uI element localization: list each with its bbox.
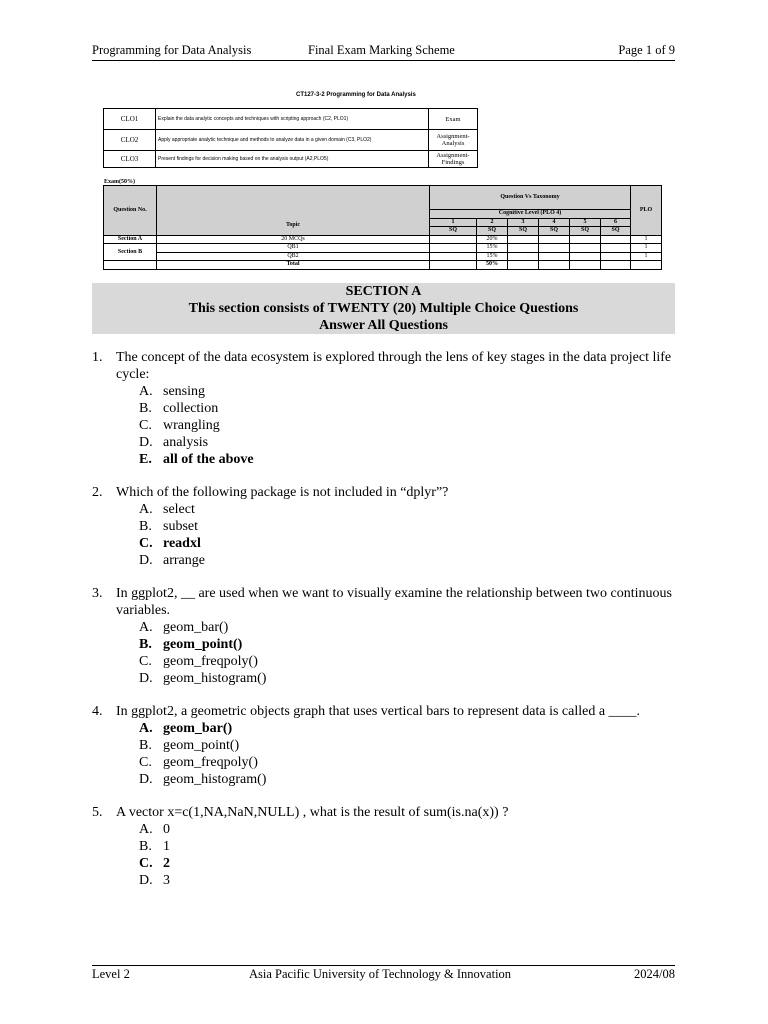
answer-option <box>139 670 675 687</box>
section-b-label: Section B <box>104 244 157 261</box>
level-4: 4 <box>539 218 570 227</box>
correct-option <box>139 636 675 653</box>
topic-header: Topic <box>157 186 430 236</box>
clo-code: CLO3 <box>104 151 156 168</box>
question-no-header: Question No. <box>104 186 157 236</box>
exam-weight-label: Exam(50%) <box>104 179 135 185</box>
section-heading-box <box>92 283 675 334</box>
qb2-percent: 15% <box>477 252 508 261</box>
total-label: Total <box>157 261 430 270</box>
option-letter: D. <box>139 553 153 568</box>
answer-option <box>139 771 675 788</box>
total-percent: 50% <box>477 261 508 270</box>
answer-option <box>139 653 675 670</box>
table-row <box>104 261 662 270</box>
level-6: 6 <box>601 218 631 227</box>
qb2-topic: QB2 <box>157 252 430 261</box>
option-text: geom_bar() <box>163 620 229 635</box>
question-text: Which of the following package is not included in “dplyr”? <box>116 485 449 500</box>
sq-1: SQ <box>430 227 477 236</box>
level-5: 5 <box>570 218 601 227</box>
correct-option <box>139 720 675 737</box>
mcq-plo: 1 <box>631 235 662 244</box>
clo-assessment: Assignment-Analysis <box>429 130 478 151</box>
option-list <box>139 383 675 468</box>
option-letter: A. <box>139 620 153 635</box>
option-letter: C. <box>139 536 153 551</box>
clo-assessment: Exam <box>429 109 478 130</box>
footer-date: 2024/08 <box>634 967 675 981</box>
option-letter: C. <box>139 418 152 433</box>
option-list <box>139 619 675 687</box>
option-text: wrangling <box>163 418 220 433</box>
option-text: all of the above <box>163 452 254 467</box>
qvt-header: Question Vs Taxonomy <box>430 186 631 210</box>
question-text: In ggplot2, a geometric objects graph that uses vertical bars to represent data is called a ____. <box>116 704 641 719</box>
answer-option <box>139 552 675 569</box>
taxonomy-table <box>103 185 662 270</box>
cognitive-level-header: Cognitive Level (PLO 4) <box>430 210 631 219</box>
level-1: 1 <box>430 218 477 227</box>
answer-option <box>139 518 675 535</box>
option-text: 3 <box>163 873 170 888</box>
option-list <box>139 501 675 569</box>
section-a-label: Section A <box>104 235 157 244</box>
option-text: 2 <box>163 856 170 871</box>
qb1-percent: 15% <box>477 244 508 253</box>
clo-description: Present findings for decision making based on the analysis output (A2,PLO5) <box>156 151 429 168</box>
clo-row <box>104 130 478 151</box>
qb1-topic: QB1 <box>157 244 430 253</box>
header-course: Programming for Data Analysis <box>92 43 252 57</box>
sq-5: SQ <box>570 227 601 236</box>
option-letter: D. <box>139 435 153 450</box>
footer-level: Level 2 <box>92 967 130 981</box>
option-text: select <box>163 502 195 517</box>
option-letter: D. <box>139 671 153 686</box>
option-list <box>139 720 675 788</box>
option-text: collection <box>163 401 219 416</box>
question-number: 2. <box>92 485 103 500</box>
option-text: geom_freqpoly() <box>163 755 258 770</box>
section-description: This section consists of TWENTY (20) Multiple Choice Questions <box>188 301 579 316</box>
option-text: analysis <box>163 435 209 450</box>
footer-university: Asia Pacific University of Technology & Innovation <box>249 967 512 981</box>
answer-option <box>139 501 675 518</box>
question-item <box>92 585 675 687</box>
question-text: In ggplot2, __ are used when we want to visually examine the relationship between two continuous variables. <box>116 586 672 618</box>
option-letter: A. <box>139 721 153 736</box>
sq-6: SQ <box>601 227 631 236</box>
answer-option <box>139 417 675 434</box>
clo-table-title: CT127-3-2 Programming for Data Analysis <box>296 92 416 98</box>
answer-option <box>139 619 675 636</box>
table-row <box>104 235 662 244</box>
mcq-percent: 20% <box>477 235 508 244</box>
option-text: arrange <box>163 553 205 568</box>
header-page-number: Page 1 of 9 <box>618 43 675 57</box>
question-item <box>92 349 675 468</box>
header-doc-title: Final Exam Marking Scheme <box>308 43 455 57</box>
option-text: geom_histogram() <box>163 671 267 686</box>
question-number: 5. <box>92 805 103 820</box>
answer-option <box>139 872 675 889</box>
option-letter: A. <box>139 822 153 837</box>
correct-option <box>139 451 675 468</box>
sq-2: SQ <box>477 227 508 236</box>
option-text: geom_point() <box>163 637 243 652</box>
answer-option <box>139 821 675 838</box>
answer-option <box>139 400 675 417</box>
question-number: 4. <box>92 704 103 719</box>
answer-option <box>139 737 675 754</box>
option-text: readxl <box>163 536 201 551</box>
question-item <box>92 703 675 788</box>
option-letter: B. <box>139 839 152 854</box>
mcq-topic: 20 MCQs <box>157 235 430 244</box>
option-text: 1 <box>163 839 170 854</box>
option-letter: D. <box>139 772 153 787</box>
page-footer <box>92 965 675 981</box>
option-text: subset <box>163 519 198 534</box>
answer-option <box>139 434 675 451</box>
plo-header: PLO <box>631 186 662 236</box>
qb2-plo: 1 <box>631 252 662 261</box>
question-item <box>92 484 675 569</box>
page-header <box>92 43 675 61</box>
clo-row <box>104 109 478 130</box>
clo-code: CLO2 <box>104 130 156 151</box>
option-text: 0 <box>163 822 170 837</box>
option-text: sensing <box>163 384 205 399</box>
option-letter: E. <box>139 452 152 467</box>
option-letter: A. <box>139 384 153 399</box>
sq-3: SQ <box>508 227 539 236</box>
level-2: 2 <box>477 218 508 227</box>
option-letter: D. <box>139 873 153 888</box>
option-letter: B. <box>139 519 152 534</box>
correct-option <box>139 855 675 872</box>
option-text: geom_freqpoly() <box>163 654 258 669</box>
clo-table <box>103 108 478 168</box>
answer-option <box>139 754 675 771</box>
clo-description: Explain the data analytic concepts and techniques with scripting approach (C2, PLO1) <box>156 109 429 130</box>
section-title: SECTION A <box>345 284 422 299</box>
question-number: 1. <box>92 350 103 365</box>
option-letter: C. <box>139 654 152 669</box>
clo-code: CLO1 <box>104 109 156 130</box>
level-3: 3 <box>508 218 539 227</box>
clo-row <box>104 151 478 168</box>
option-list <box>139 821 675 889</box>
correct-option <box>139 535 675 552</box>
option-letter: C. <box>139 755 152 770</box>
question-item <box>92 804 675 889</box>
option-text: geom_point() <box>163 738 240 753</box>
question-text: The concept of the data ecosystem is explored through the lens of key stages in the data project life cycle: <box>116 350 672 382</box>
option-letter: B. <box>139 738 152 753</box>
question-number: 3. <box>92 586 103 601</box>
clo-assessment: Assignment-Findings <box>429 151 478 168</box>
question-text: A vector x=c(1,NA,NaN,NULL) , what is the result of sum(is.na(x)) ? <box>116 805 509 820</box>
section-instruction: Answer All Questions <box>319 318 448 333</box>
option-letter: C. <box>139 856 153 871</box>
option-text: geom_histogram() <box>163 772 267 787</box>
option-letter: A. <box>139 502 153 517</box>
sq-4: SQ <box>539 227 570 236</box>
clo-description: Apply appropriate analytic technique and methods to analyze data in a given domain (C3, PLO2) <box>156 130 429 151</box>
table-row <box>104 244 662 253</box>
answer-option <box>139 838 675 855</box>
option-text: geom_bar() <box>163 721 233 736</box>
question-list <box>92 349 675 905</box>
option-letter: B. <box>139 401 152 416</box>
qb1-plo: 1 <box>631 244 662 253</box>
table-row <box>104 252 662 261</box>
answer-option <box>139 383 675 400</box>
option-letter: B. <box>139 637 152 652</box>
